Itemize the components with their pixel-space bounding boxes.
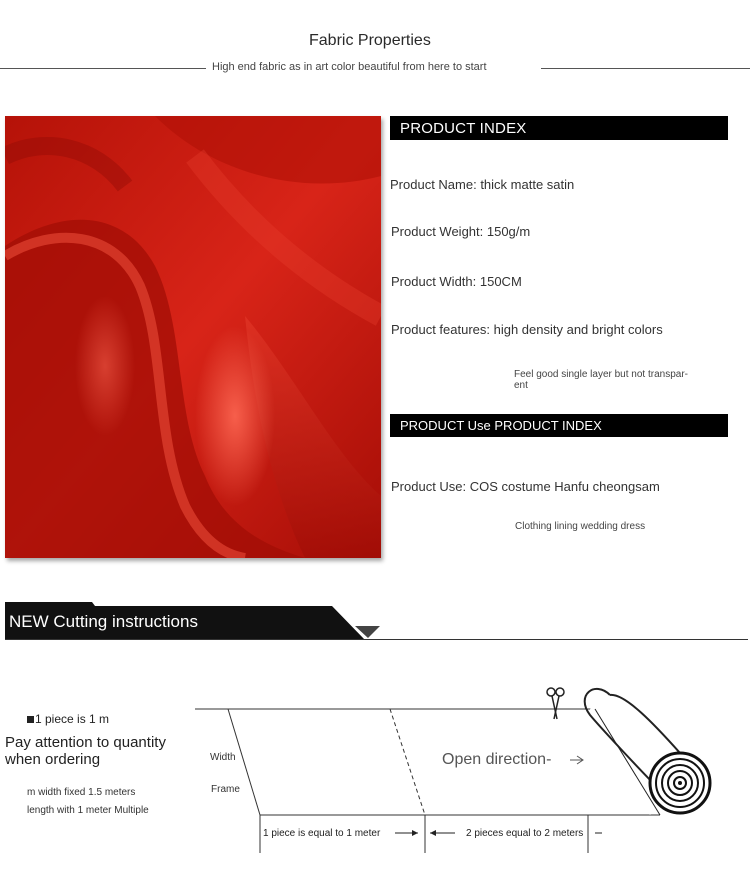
arrow-left-icon [430,830,455,836]
product-weight: Product Weight: 150g/m [391,224,531,239]
product-name: Product Name: thick matte satin [390,177,575,192]
lining-note: Clothing lining wedding dress [515,521,646,532]
length-multiple-text: length with 1 meter Multiple [27,805,149,816]
width-fixed-text: m width fixed 1.5 meters [27,787,136,798]
header-divider-left [0,68,206,69]
product-features: Product features: high density and bright colors [391,322,663,337]
page-title: Fabric Properties [309,32,431,49]
attention-text: Pay attention to quantity when ordering [5,734,166,768]
page-subtitle: High end fabric as in art color beautiful from here to start [212,61,487,73]
scissors-icon [547,688,564,719]
product-index-bar [390,116,728,140]
cutting-title: NEW Cutting instructions [9,612,198,631]
arrow-right-icon [395,830,418,836]
two-pieces-label: 2 pieces equal to 2 meters [466,828,584,839]
open-direction-label: Open direction- [442,751,552,768]
width-label: Width [210,752,236,763]
bullet-square [27,716,34,723]
piece-label: 1 piece is 1 m [35,712,110,726]
fabric-photo [5,116,381,558]
product-width: Product Width: 150CM [391,274,522,289]
one-piece-label: 1 piece is equal to 1 meter [263,828,381,839]
fabric-roll-icon [585,689,710,815]
product-index-label: PRODUCT INDEX [400,120,527,137]
header-divider-right [541,68,750,69]
frame-label: Frame [211,784,240,795]
product-use-bar [390,414,728,437]
product-use: Product Use: COS costume Hanfu cheongsam [391,479,660,494]
product-use-bar-label: PRODUCT Use PRODUCT INDEX [400,418,602,433]
feel-note: Feel good single layer but not transpar- ent [514,369,688,391]
